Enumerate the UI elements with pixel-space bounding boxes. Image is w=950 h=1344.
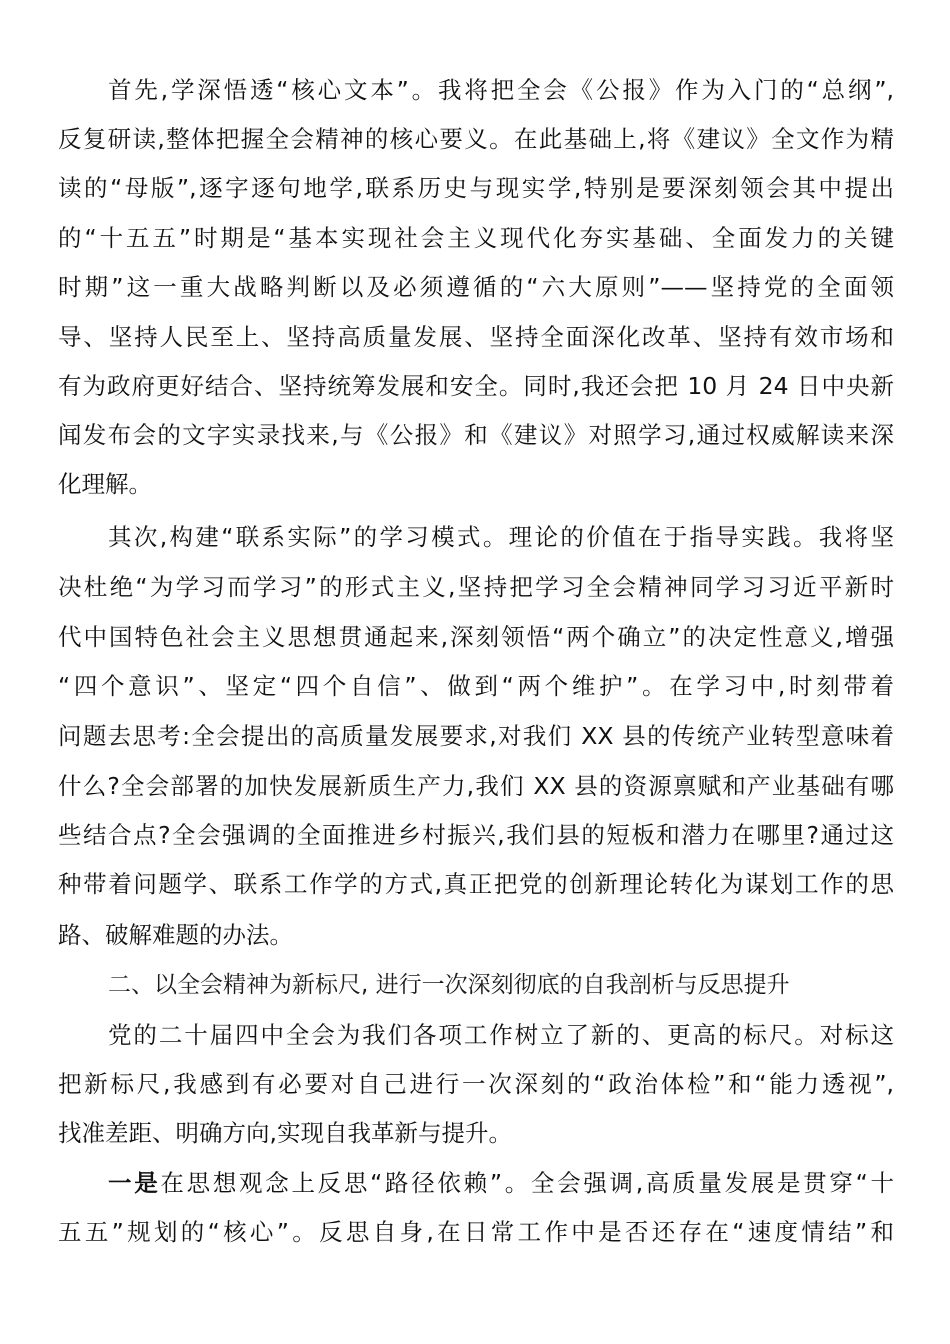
paragraph-1-line-9: 化理解。 [58, 470, 152, 498]
paragraph-3-line-3: 找准差距、明确方向,实现自我革新与提升。 [58, 1119, 512, 1147]
paragraph-2-line-3: 代中国特色社会主义思想贯通起来,深刻领悟“两个确立”的决定性意义,增强 [58, 623, 894, 651]
paragraph-3-line-1: 党的二十届四中全会为我们各项工作树立了新的、更高的标尺。对标这 [108, 1021, 894, 1049]
paragraph-1-line-4: 的“十五五”时期是“基本实现社会主义现代化夯实基础、全面发力的关键 [58, 224, 894, 252]
section-heading-2: 二、以全会精神为新标尺, 进行一次深刻彻底的自我剖析与反思提升 [108, 972, 790, 998]
paragraph-2-line-5: 问题去思考:全会提出的高质量发展要求,对我们 XX 县的传统产业转型意味着 [58, 722, 894, 750]
paragraph-2-line-9: 路、破解难题的办法。 [58, 921, 293, 949]
paragraph-4-line-2: 五五”规划的“核心”。反思自身,在日常工作中是否还存在“速度情结”和 [58, 1218, 894, 1246]
paragraph-1-line-1: 首先,学深悟透“核心文本”。我将把全会《公报》作为入门的“总纲”, [108, 76, 894, 104]
paragraph-4-line-1 [108, 1165, 894, 1201]
bold-lead: 一是 [108, 1169, 161, 1197]
paragraph-1-line-5: 时期”这一重大战略判断以及必须遵循的“六大原则”——坚持党的全面领 [58, 273, 894, 301]
paragraph-1-line-7: 有为政府更好结合、坚持统筹发展和安全。同时,我还会把 10 月 24 日中央新 [58, 372, 894, 400]
paragraph-1-line-6: 导、坚持人民至上、坚持高质量发展、坚持全面深化改革、坚持有效市场和 [58, 323, 894, 351]
paragraph-2-line-1: 其次,构建“联系实际”的学习模式。理论的价值在于指导实践。我将坚 [108, 523, 894, 551]
paragraph-2-line-2: 决杜绝“为学习而学习”的形式主义,坚持把学习全会精神同学习习近平新时 [58, 573, 894, 601]
paragraph-3-line-2: 把新标尺,我感到有必要对自己进行一次深刻的“政治体检”和“能力透视”, [58, 1070, 894, 1098]
paragraph-1-line-8: 闻发布会的文字实录找来,与《公报》和《建议》对照学习,通过权威解读来深 [58, 421, 894, 449]
paragraph-4-line-1-text: 在思想观念上反思“路径依赖”。全会强调,高质量发展是贯穿“十 [160, 1169, 894, 1197]
paragraph-2-line-8: 种带着问题学、联系工作学的方式,真正把党的创新理论转化为谋划工作的思 [58, 870, 894, 898]
paragraph-2-line-6: 什么?全会部署的加快发展新质生产力,我们 XX 县的资源禀赋和产业基础有哪 [58, 772, 894, 800]
paragraph-2-line-7: 些结合点?全会强调的全面推进乡村振兴,我们县的短板和潜力在哪里?通过这 [58, 821, 894, 849]
paragraph-1-line-2: 反复研读,整体把握全会精神的核心要义。在此基础上,将《建议》全文作为精 [58, 125, 894, 153]
paragraph-1-line-3: 读的“母版”,逐字逐句地学,联系历史与现实学,特别是要深刻领会其中提出 [58, 174, 894, 202]
paragraph-2-line-4: “四个意识”、坚定“四个自信”、做到“两个维护”。在学习中,时刻带着 [58, 672, 894, 700]
